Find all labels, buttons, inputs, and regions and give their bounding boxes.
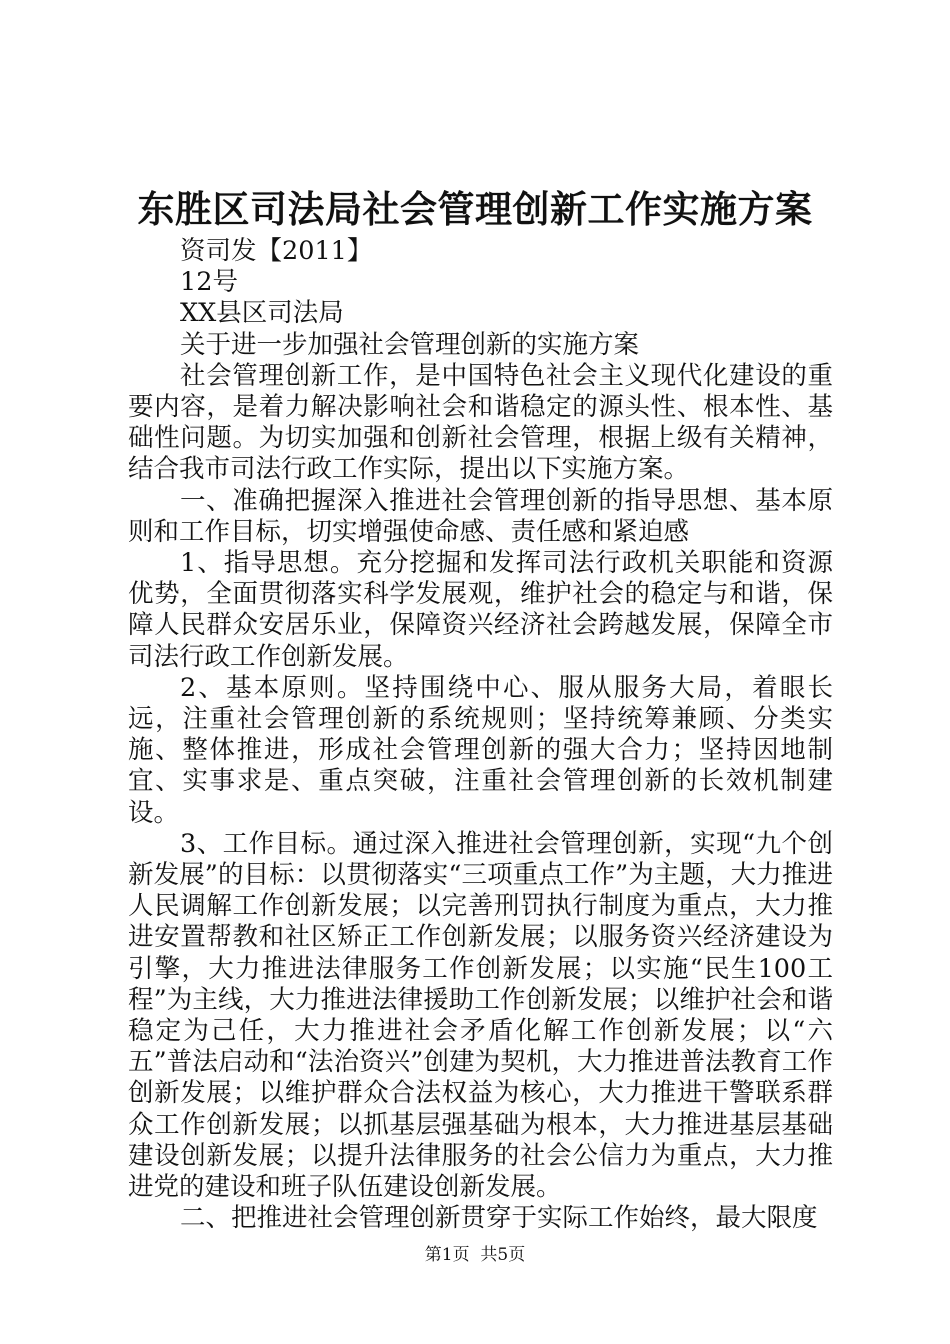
paragraph-basic-principles: 2、基本原则。坚持围绕中心、服从服务大局，着眼长远，注重社会管理创新的系统规则；坚持统筹兼顾、分类实施、整体推进，形成社会管理创新的强大合力；坚持因地制宜、实事求是、重点突破，注重社会管理创新的长效机制建设。 [128,672,833,828]
page-label-prefix: 第 [424,1245,442,1265]
document-number-suffix-line: 12号 [180,267,238,298]
document-title: 东胜区司法局社会管理创新工作实施方案 [137,187,813,231]
total-pages: 5 [497,1245,509,1265]
page-footer [0,1244,950,1266]
issuing-office-line: XX县区司法局 [180,298,344,329]
page-label-suffix: 页 [452,1245,470,1265]
paragraph-section-one-heading: 一、准确把握深入推进社会管理创新的指导思想、基本原则和工作目标，切实增强使命感、责任感和紧迫感 [128,485,833,547]
paragraph-section-two-heading: 二、把推进社会管理创新贯穿于实际工作始终，最大限度 [180,1203,818,1234]
total-label-prefix: 共 [480,1245,498,1265]
document-number-line: 资司发【2011】 [180,236,373,266]
document-subtitle-line: 关于进一步加强社会管理创新的实施方案 [180,329,640,360]
paragraph-work-goals: 3、工作目标。通过深入推进社会管理创新，实现“九个创新发展”的目标：以贯彻落实“三项重点工作”为主题，大力推进人民调解工作创新发展；以完善刑罚执行制度为重点，大力推进安置帮教和社区矫正工作创新发展；以服务资兴经济建设为引擎，大力推进法律服务工作创新发展；以实施“民生100工程”为主线，大力推进法律援助工作创新发展；以维护社会和谐稳定为己任，大力推进社会矛盾化解工作创新发展；以“六五”普法启动和“法治资兴”创建为契机，大力推进普法教育工作创新发展；以维护群众合法权益为核心，大力推进干警联系群众工作创新发展；以抓基层强基础为根本，大力推进基层基础建设创新发展；以提升法律服务的社会公信力为重点，大力推进党的建设和班子队伍建设创新发展。 [128,828,833,1203]
paragraph-intro: 社会管理创新工作，是中国特色社会主义现代化建设的重要内容，是着力解决影响社会和谐稳定的源头性、根本性、基础性问题。为切实加强和创新社会管理，根据上级有关精神，结合我市司法行政工作实际，提出以下实施方案。 [128,360,833,485]
paragraph-guiding-ideology: 1、指导思想。充分挖掘和发挥司法行政机关职能和资源优势，全面贯彻落实科学发展观，维护社会的稳定与和谐，保障人民群众安居乐业，保障资兴经济社会跨越发展，保障全市司法行政工作创新发展。 [128,548,833,672]
total-label-suffix: 页 [508,1245,526,1265]
page-number: 1 [441,1245,453,1265]
document-body [128,236,833,1235]
